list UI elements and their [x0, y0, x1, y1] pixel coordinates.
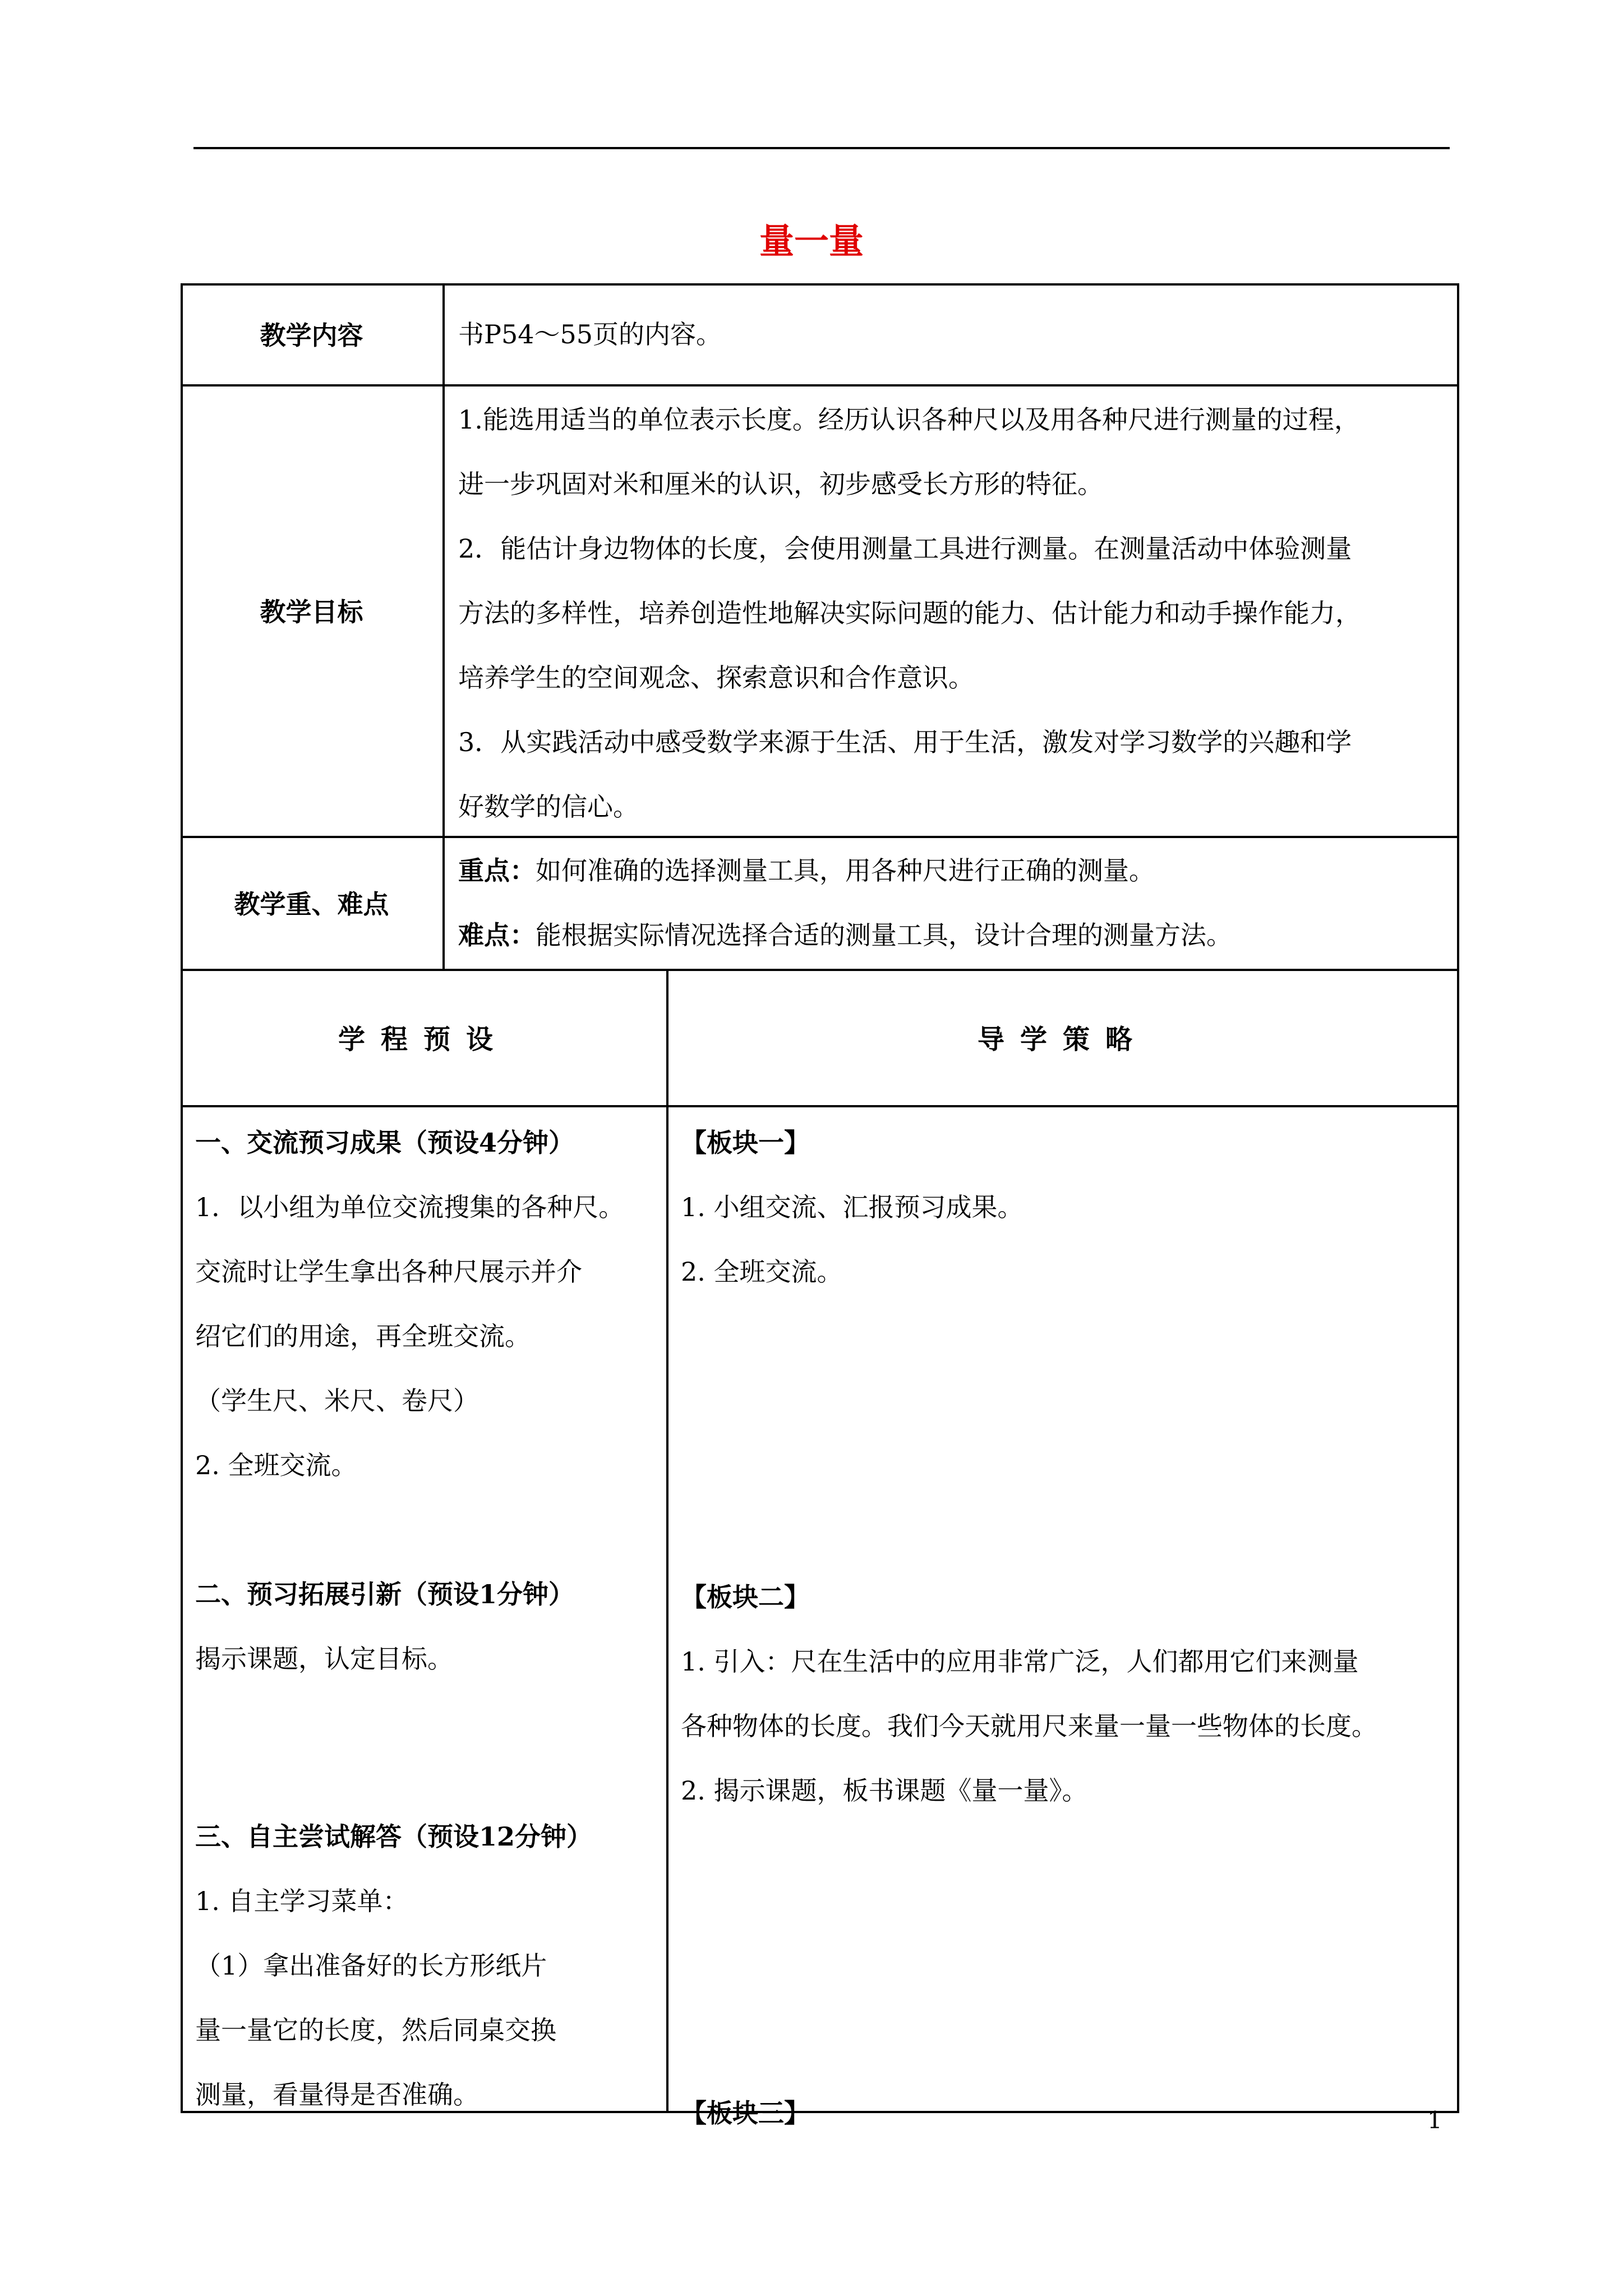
right-column-header: 导学策略 [977, 1024, 1148, 1055]
left-line: 绍它们的用途，再全班交流。 [195, 1321, 531, 1351]
right-line: 1. 小组交流、汇报预习成果。 [681, 1192, 1023, 1222]
goals-line: 方法的多样性，培养创造性地解决实际问题的能力、估计能力和动手操作能力， [458, 598, 1361, 628]
left-line: （1）拿出准备好的长方形纸片 [195, 1950, 547, 1981]
right-line-blank [681, 1304, 1455, 1369]
key-points-label: 教学重、难点 [234, 889, 389, 919]
right-line: 各种物体的长度。我们今天就用尺来量一量一些物体的长度。 [681, 1711, 1377, 1741]
left-line-blank [195, 1691, 661, 1756]
key-point-line [458, 839, 1232, 903]
left-line-blank [195, 1498, 661, 1562]
content-label: 教学内容 [260, 320, 363, 351]
right-line-blank [681, 2017, 1455, 2081]
difficulty-text: 能根据实际情况选择合适的测量工具，设计合理的测量方法。 [536, 920, 1232, 950]
table-rule-4 [181, 1105, 1459, 1107]
key-point-label: 重点： [458, 855, 536, 886]
right-line-blank [681, 1498, 1455, 1565]
left-line: 量一量它的长度，然后同桌交换 [195, 2015, 556, 2045]
goals-line: 2．能估计身边物体的长度，会使用测量工具进行测量。在测量活动中体验测量 [458, 533, 1352, 564]
goals-line: 3．从实践活动中感受数学来源于生活、用于生活，激发对学习数学的兴趣和学 [458, 727, 1352, 757]
goals-line: 培养学生的空间观念、探索意识和合作意识。 [458, 662, 974, 693]
left-line: 1．以小组为单位交流搜集的各种尺。 [195, 1192, 625, 1222]
right-line-blank [681, 1369, 1455, 1433]
right-line: 【板块三】 [681, 2098, 810, 2128]
right-line: 【板块二】 [681, 1582, 810, 1612]
goals-line: 好数学的信心。 [458, 792, 639, 822]
page-number: 1 [1427, 2106, 1442, 2134]
left-line: （学生尺、米尺、卷尺） [195, 1386, 479, 1416]
right-line-blank [681, 1952, 1455, 2017]
goals-line: 1.能选用适当的单位表示长度。经历认识各种尺以及用各种尺进行测量的过程， [458, 404, 1360, 435]
difficulty-label: 难点： [458, 920, 536, 950]
content-value-text: 书P54～55页的内容。 [458, 319, 722, 349]
header-rule [193, 147, 1450, 149]
goals-label: 教学目标 [260, 596, 363, 627]
content-value [458, 302, 722, 367]
left-line: 测量，看量得是否准确。 [195, 2079, 479, 2110]
key-point-text: 如何准确的选择测量工具，用各种尺进行正确的测量。 [536, 855, 1155, 886]
document-title: 量一量 [759, 220, 864, 261]
left-column-header: 学程预设 [338, 1024, 509, 1055]
left-line: 交流时让学生拿出各种尺展示并介 [195, 1257, 582, 1287]
goals-text [458, 388, 1361, 839]
left-line: 二、预习拓展引新（预设1分钟） [195, 1579, 575, 1609]
right-line: 1. 引入：尺在生活中的应用非常广泛，人们都用它们来测量 [681, 1646, 1359, 1677]
right-line: 2. 揭示课题，板书课题《量一量》。 [681, 1775, 1088, 1806]
table-label-divider [442, 283, 445, 970]
key-points-text [458, 839, 1232, 968]
table-border-right [1457, 283, 1459, 2113]
table-column-divider [666, 969, 668, 2113]
lesson-plan-table [181, 283, 1459, 2128]
left-line: 三、自主尝试解答（预设12分钟） [195, 1821, 593, 1852]
left-line: 一、交流预习成果（预设4分钟） [195, 1128, 575, 1158]
goals-line: 进一步巩固对米和厘米的认识，初步感受长方形的特征。 [458, 469, 1103, 499]
left-line: 2. 全班交流。 [195, 1450, 357, 1480]
right-line-blank [681, 1433, 1455, 1498]
right-column-content [681, 1111, 1455, 2146]
right-line: 【板块一】 [681, 1128, 810, 1158]
left-line-blank [195, 1756, 661, 1805]
left-line: 1. 自主学习菜单： [195, 1886, 409, 1916]
left-column-content [195, 1111, 661, 2127]
left-line: 揭示课题，认定目标。 [195, 1644, 453, 1674]
right-line: 2. 全班交流。 [681, 1257, 843, 1287]
right-line-blank [681, 1888, 1455, 1952]
right-line-blank [681, 1823, 1455, 1888]
difficulty-line [458, 903, 1232, 968]
